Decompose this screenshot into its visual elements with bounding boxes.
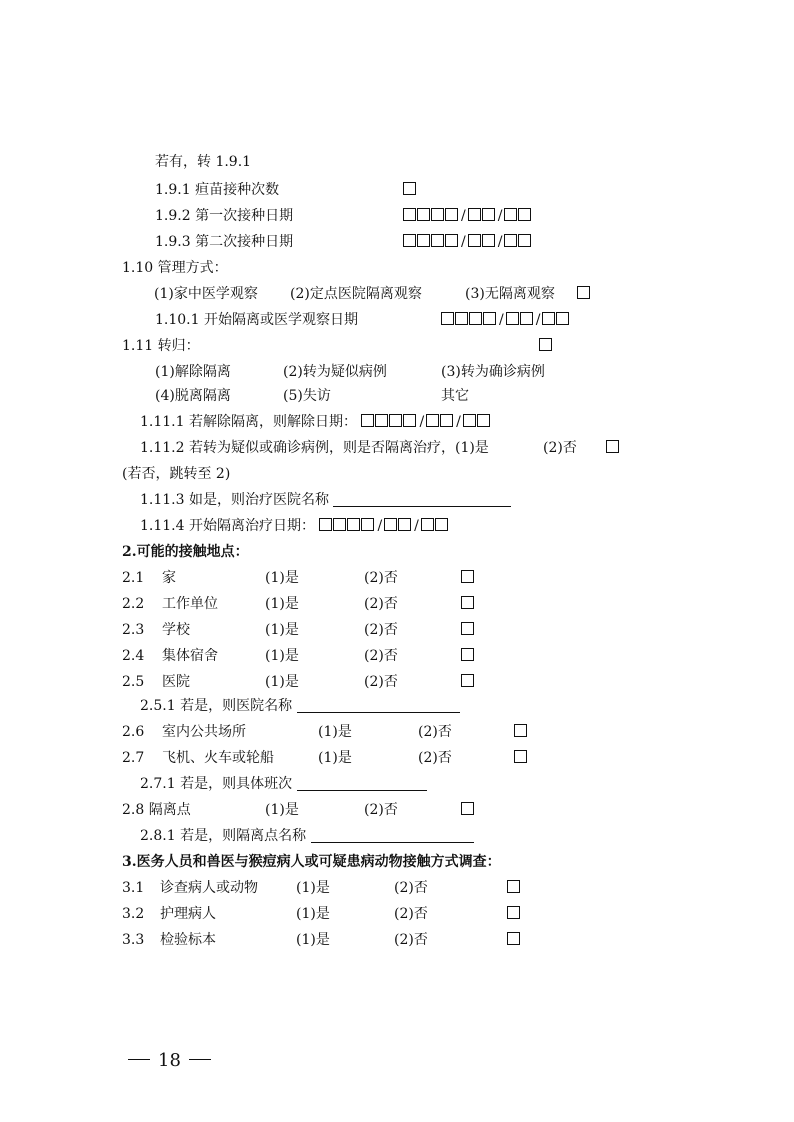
q193-date-boxes[interactable]: / /	[403, 232, 532, 252]
q2-4-number: 2.4	[122, 648, 145, 664]
q111-label: 1.11 转归：	[122, 338, 200, 354]
q1112-label: 1.11.2 若转为疑似或确诊病例，则是否隔离治疗，(1)是	[140, 440, 489, 456]
q1114-label: 1.11.4 开始隔离治疗日期：	[140, 518, 315, 534]
q2-4-yes: (1)是	[265, 648, 299, 664]
q2-1-no: (2)否	[364, 570, 398, 586]
q3-1-label: 诊查病人或动物	[160, 880, 258, 896]
page-footer	[120, 1050, 219, 1071]
q1114-row	[140, 516, 449, 536]
q1101-date-boxes[interactable]: / /	[441, 310, 570, 330]
q281-row	[140, 826, 474, 846]
section2-heading: 2.可能的接触地点：	[122, 544, 249, 560]
q110-option-1: (1)家中医学观察	[154, 286, 258, 302]
q1113-row	[140, 490, 511, 510]
q2-5-label: 医院	[162, 674, 190, 690]
q2-3-label: 学校	[162, 622, 190, 638]
q3-1-number: 3.1	[122, 880, 145, 896]
q111-option-4: (4)脱离隔离	[155, 388, 231, 404]
q2-2-yes: (1)是	[265, 596, 299, 612]
q3-2-no: (2)否	[394, 906, 428, 922]
q3-1-no: (2)否	[394, 880, 428, 896]
q3-2-number: 3.2	[122, 906, 145, 922]
q251-row	[140, 696, 460, 716]
q281-label: 2.8.1 若是，则隔离点名称	[140, 828, 307, 844]
q3-3-number: 3.3	[122, 932, 145, 948]
q1112-note: (若否，跳转至 2)	[122, 466, 231, 482]
q110-option-2: (2)定点医院隔离观察	[290, 286, 422, 302]
q26-yes: (1)是	[318, 724, 352, 740]
q2-2-label: 工作单位	[162, 596, 218, 612]
q2-2-no: (2)否	[364, 596, 398, 612]
q2-2-checkbox[interactable]	[461, 594, 475, 614]
q27-checkbox[interactable]	[514, 748, 528, 768]
q192-date-boxes[interactable]: / /	[403, 206, 532, 226]
q111-checkbox[interactable]	[539, 336, 553, 356]
q271-row	[140, 774, 427, 794]
q2-2-number: 2.2	[122, 596, 145, 612]
section3-heading: 3.医务人员和兽医与猴痘病人或可疑患病动物接触方式调查：	[122, 854, 501, 870]
q26-checkbox[interactable]	[514, 722, 528, 742]
q2-5-number: 2.5	[122, 674, 145, 690]
q1101-label: 1.10.1 开始隔离或医学观察日期	[155, 312, 358, 328]
q2-5-yes: (1)是	[265, 674, 299, 690]
q1112-no: (2)否	[543, 440, 577, 456]
q111-option-other: 其它	[441, 388, 469, 404]
q1111-row	[140, 412, 491, 432]
q28-checkbox[interactable]	[461, 800, 475, 820]
q111-option-1: (1)解除隔离	[155, 364, 231, 380]
q26-label: 室内公共场所	[162, 724, 246, 740]
q2-4-no: (2)否	[364, 648, 398, 664]
q2-1-number: 2.1	[122, 570, 145, 586]
q251-label: 2.5.1 若是，则医院名称	[140, 698, 293, 714]
q3-2-label: 护理病人	[160, 906, 216, 922]
q1111-date-boxes[interactable]: / /	[361, 414, 490, 430]
footer-dash-right	[189, 1059, 211, 1060]
q2-4-label: 集体宿舍	[162, 648, 218, 664]
q2-1-label: 家	[162, 570, 176, 586]
page-number: 18	[158, 1050, 181, 1071]
q111-option-3: (3)转为确诊病例	[441, 364, 545, 380]
q2-5-checkbox[interactable]	[461, 672, 475, 692]
q2-3-checkbox[interactable]	[461, 620, 475, 640]
q110-checkbox[interactable]	[577, 284, 591, 304]
q1111-label: 1.11.1 若解除隔离，则解除日期：	[140, 414, 357, 430]
q1113-hospital-name-field[interactable]	[333, 490, 511, 507]
q110-label: 1.10 管理方式：	[122, 260, 228, 276]
q3-1-checkbox[interactable]	[507, 878, 521, 898]
q1114-date-boxes[interactable]: / /	[319, 518, 448, 534]
q111-option-2: (2)转为疑似病例	[283, 364, 387, 380]
q3-1-yes: (1)是	[296, 880, 330, 896]
q26-no: (2)否	[418, 724, 452, 740]
q27-number: 2.7	[122, 750, 145, 766]
q251-hospital-name-field[interactable]	[297, 696, 460, 713]
q3-3-label: 检验标本	[160, 932, 216, 948]
q191-checkbox[interactable]	[403, 180, 417, 200]
q192-label: 1.9.2 第一次接种日期	[155, 208, 294, 224]
q27-label: 飞机、火车或轮船	[162, 750, 274, 766]
q271-label: 2.7.1 若是，则具体班次	[140, 776, 293, 792]
q3-3-checkbox[interactable]	[507, 930, 521, 950]
q1112-checkbox[interactable]	[606, 438, 620, 458]
q111-option-5: (5)失访	[283, 388, 331, 404]
q110-option-3: (3)无隔离观察	[465, 286, 555, 302]
q191-label: 1.9.1 疸苗接种次数	[155, 182, 280, 198]
q26-number: 2.6	[122, 724, 145, 740]
q28-label: 2.8 隔离点	[122, 802, 191, 818]
q28-yes: (1)是	[265, 802, 299, 818]
q3-3-yes: (1)是	[296, 932, 330, 948]
q3-2-yes: (1)是	[296, 906, 330, 922]
q2-3-yes: (1)是	[265, 622, 299, 638]
q193-label: 1.9.3 第二次接种日期	[155, 234, 294, 250]
q1113-label: 1.11.3 如是，则治疗医院名称	[140, 492, 329, 508]
q281-isolation-site-name-field[interactable]	[311, 826, 474, 843]
q27-yes: (1)是	[318, 750, 352, 766]
q2-3-no: (2)否	[364, 622, 398, 638]
q2-1-checkbox[interactable]	[461, 568, 475, 588]
q3-3-no: (2)否	[394, 932, 428, 948]
q271-flight-number-field[interactable]	[297, 774, 427, 791]
q28-no: (2)否	[364, 802, 398, 818]
q2-3-number: 2.3	[122, 622, 145, 638]
q2-5-no: (2)否	[364, 674, 398, 690]
q27-no: (2)否	[418, 750, 452, 766]
q3-2-checkbox[interactable]	[507, 904, 521, 924]
if-yes-instruction: 若有，转 1.9.1	[155, 154, 252, 170]
footer-dash-left	[128, 1059, 150, 1060]
q2-1-yes: (1)是	[265, 570, 299, 586]
q2-4-checkbox[interactable]	[461, 646, 475, 666]
